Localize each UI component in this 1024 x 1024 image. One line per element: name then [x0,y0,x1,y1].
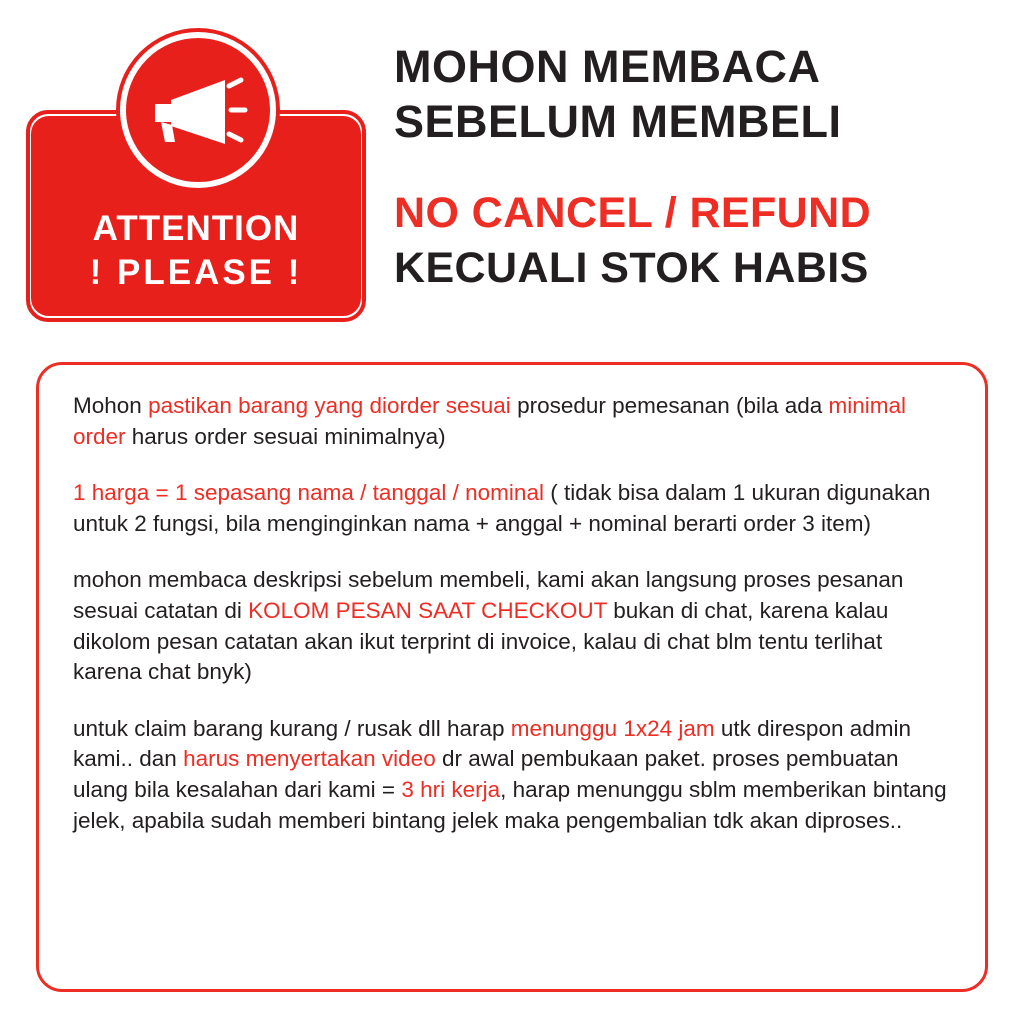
attention-badge [26,22,376,332]
notice-text-run: dr awal pembukaan paket. proses pembuatan ulang bila kesalahan dari kami = [73,746,899,802]
notice-paragraph [73,714,951,836]
notice-text-run: minimal order [73,393,907,449]
notice-text-run: prosedur pemesanan (bila ada [510,393,829,418]
notice-text-run: utk direspon admin kami.. dan [73,715,911,772]
megaphone-icon [143,70,253,150]
notice-text-run: Mohon [73,393,149,418]
notice-paragraph [73,478,951,539]
notice-text-run: pastikan barang yang diorder sesuai [148,393,511,418]
notice-text-run: menunggu 1x24 jam [510,715,715,741]
poster-header [0,0,1024,332]
notice-text-run: untuk claim barang kurang / rusak dll harap [73,715,511,741]
notice-text-run: mohon membaca deskripsi sebelum membeli, kami akan langsung proses pesanan sesuai catatan di [73,567,904,623]
notice-text-run: , harap menunggu sblm memberikan bintang jelek, apabila sudah memberi bintang jelek maka pengembalian tdk akan diproses.. [73,776,947,833]
notice-paragraph [73,391,951,452]
badge-line-2: ! PLEASE ! [89,252,303,292]
notice-text-run: 1 harga = 1 sepasang nama / tanggal / nominal [73,480,544,506]
notice-text-run: ( tidak bisa dalam 1 ukuran digunakan untuk 2 fungsi, bila menginginkan nama + anggal + nominal berarti order 3 item) [73,480,931,536]
badge-text [26,207,366,295]
notice-text-run: KOLOM PESAN SAAT CHECKOUT [248,597,607,623]
notice-text-run: harus menyertakan video [183,746,436,772]
notice-paragraph [73,565,951,687]
notice-text-run: harus order sesuai minimalnya) [125,423,446,449]
headline-title [394,40,998,150]
notice-text-run: bukan di chat, karena kalau dikolom pesan catatan akan ikut terprint di invoice, kalau di chat blm tentu terlihat karena chat bnyk) [73,597,889,685]
headline-block [376,22,998,295]
headline-kecuali-stok-habis: KECUALI STOK HABIS [394,244,869,293]
headline-title-line-1: MOHON MEMBACA [394,41,821,92]
badge-line-1: ATTENTION [92,209,300,248]
headline-title-line-2: SEBELUM MEMBELI [394,95,842,147]
notice-text-run: 3 hri kerja [401,776,501,802]
notice-panel [36,362,988,992]
headline-no-cancel-refund: NO CANCEL / REFUND [394,188,872,237]
